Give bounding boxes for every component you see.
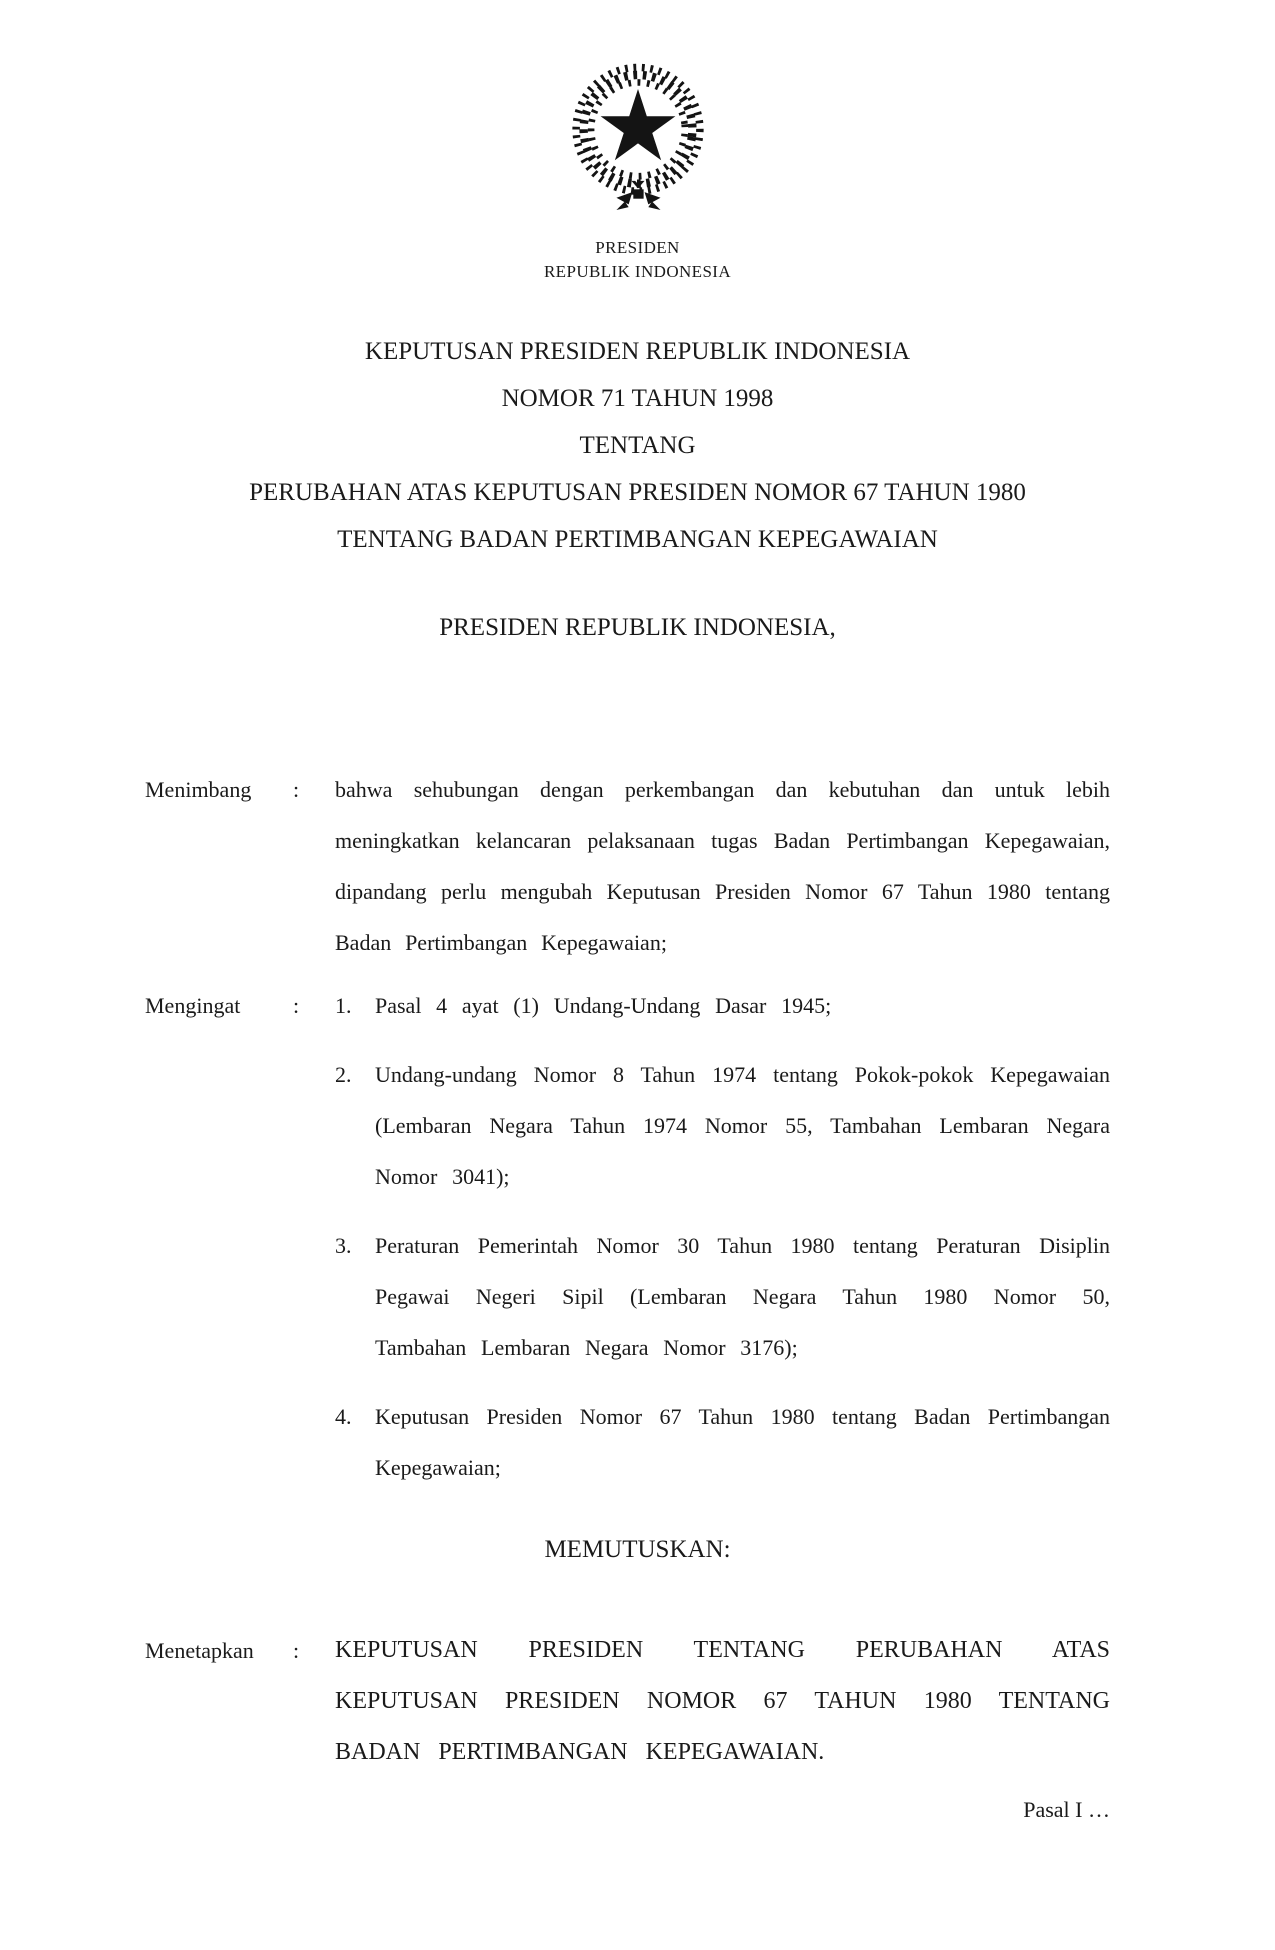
clause-body-menetapkan: KEPUTUSAN PRESIDEN TENTANG PERUBAHAN ATAS KEPUTUSAN PRESIDEN NOMOR 67 TAHUN 1980 TENTANG BADAN PERTIMBANGAN KEPEGAWAIAN.	[335, 1637, 1110, 1765]
presidential-emblem	[563, 58, 713, 210]
memutuskan-heading-row	[0, 1535, 1275, 1565]
clause-colon: :	[293, 777, 300, 802]
item-text: Pasal 4 ayat (1) Undang-Undang Dasar 1945;	[375, 993, 832, 1018]
title-line-keputusan: KEPUTUSAN PRESIDEN REPUBLIK INDONESIA	[364, 338, 911, 365]
clause-menimbang	[145, 764, 1110, 968]
catchword-pasal: Pasal I …	[1023, 1797, 1110, 1822]
consideration-item	[335, 1220, 1110, 1373]
decree-title	[0, 328, 1275, 563]
ribbon-icon	[616, 181, 660, 210]
clause-colon: :	[293, 993, 300, 1018]
letterhead-text	[0, 236, 1275, 284]
clause-body-menimbang: bahwa sehubungan dengan perkembangan dan kebutuhan dan untuk lebih meningkatkan kelancaran pelaksanaan tugas Badan Pertimbangan Kepegawaian, dipandang perlu mengubah Keputusan Presiden Nomor 67 Tahun 1980 tentang Badan Pertimbangan Kepegawaian;	[335, 777, 1110, 955]
star-icon	[600, 89, 675, 160]
consideration-item	[335, 1391, 1110, 1493]
item-number: 3.	[335, 1233, 352, 1258]
clause-menetapkan	[145, 1625, 1110, 1778]
consideration-item	[335, 1049, 1110, 1202]
salutation-row	[0, 608, 1275, 648]
salutation: PRESIDEN REPUBLIK INDONESIA,	[439, 614, 836, 641]
item-number: 2.	[335, 1062, 352, 1087]
item-number: 4.	[335, 1404, 352, 1429]
letterhead-emblem-row	[0, 58, 1275, 284]
clause-label-menetapkan: Menetapkan	[145, 1638, 254, 1663]
memutuskan-heading: MEMUTUSKAN:	[544, 1536, 731, 1563]
clause-colon: :	[293, 1638, 300, 1663]
item-text: Undang-undang Nomor 8 Tahun 1974 tentang Pokok-pokok Kepegawaian (Lembaran Negara Tahun 1974 Nomor 55, Tambahan Lembaran Negara Nomor 3041);	[375, 1062, 1110, 1189]
title-line-badan: TENTANG BADAN PERTIMBANGAN KEPEGAWAIAN	[337, 526, 938, 553]
title-line-nomor: NOMOR 71 TAHUN 1998	[501, 385, 774, 412]
clause-label-menimbang: Menimbang	[145, 777, 252, 802]
letterhead-republik-indonesia: REPUBLIK INDONESIA	[543, 262, 732, 281]
clause-label-mengingat: Mengingat	[145, 993, 241, 1018]
letterhead-presiden: PRESIDEN	[595, 238, 680, 257]
item-text: Peraturan Pemerintah Nomor 30 Tahun 1980 tentang Peraturan Disiplin Pegawai Negeri Sipil (Lembaran Negara Tahun 1980 Nomor 50, Tambahan Lembaran Negara Nomor 3176);	[375, 1233, 1110, 1360]
title-line-perubahan: PERUBAHAN ATAS KEPUTUSAN PRESIDEN NOMOR 67 TAHUN 1980	[249, 479, 1026, 506]
clause-mengingat	[145, 980, 1110, 1493]
item-text: Keputusan Presiden Nomor 67 Tahun 1980 tentang Badan Pertimbangan Kepegawaian;	[375, 1404, 1110, 1480]
consideration-item	[335, 980, 1110, 1031]
item-number: 1.	[335, 993, 352, 1018]
catchword-row	[145, 1790, 1110, 1830]
title-line-tentang: TENTANG	[579, 432, 696, 459]
consideration-list	[335, 980, 1110, 1493]
